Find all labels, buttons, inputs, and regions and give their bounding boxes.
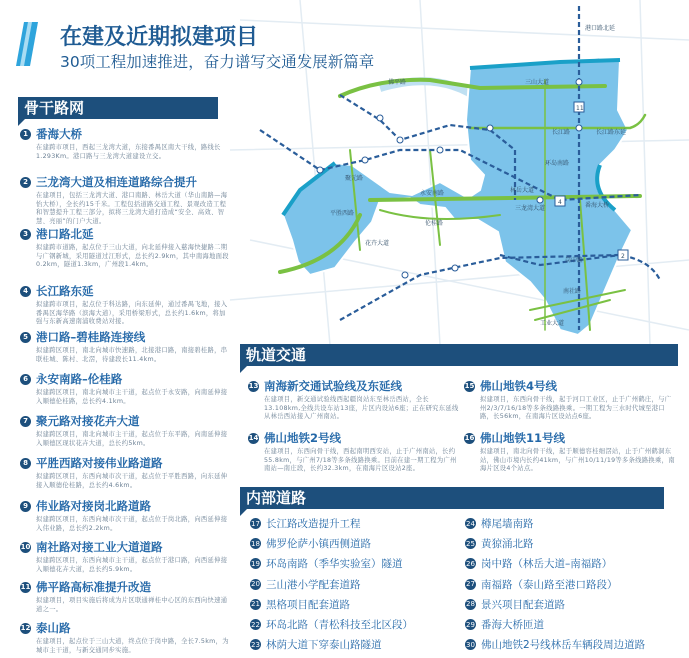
project-title bbox=[20, 174, 232, 190]
trunk-project-item bbox=[20, 498, 232, 533]
project-name: 永安南路–伦桂路 bbox=[36, 372, 123, 386]
rail-project-item bbox=[248, 430, 460, 474]
project-title bbox=[20, 413, 232, 429]
page-subtitle: 30项工程加速推进，奋力谱写交通发展新篇章 bbox=[60, 53, 375, 71]
internal-road-item bbox=[250, 637, 382, 652]
trunk-project-item bbox=[20, 413, 232, 448]
road-name: 南福路（泰山路至港口路段） bbox=[481, 578, 618, 591]
project-name: 佛平路高标准提升改造 bbox=[36, 580, 151, 594]
internal-road-item bbox=[250, 577, 361, 592]
road-name: 长江路改造提升工程 bbox=[266, 518, 361, 530]
number-badge: 2 bbox=[20, 177, 31, 188]
road-name: 佛山地铁2号线林岳车辆段周边道路 bbox=[481, 639, 646, 652]
project-name: 南社路对接工业大道道路 bbox=[36, 540, 163, 554]
rail-project-item bbox=[464, 430, 676, 474]
map-label: 佛平路 bbox=[388, 79, 407, 86]
internal-road-item bbox=[465, 577, 618, 592]
brand-slash-icon bbox=[16, 22, 38, 66]
internal-road-item bbox=[465, 516, 534, 531]
internal-road-item bbox=[465, 617, 544, 632]
project-name: 番海大桥 bbox=[36, 127, 82, 141]
project-title bbox=[464, 430, 676, 446]
map-label: 三龙湾大道 bbox=[515, 205, 546, 212]
trunk-project-item bbox=[20, 620, 232, 655]
project-name: 聚元路对接花卉大道 bbox=[36, 414, 140, 428]
map-label: 番海大桥 bbox=[585, 202, 610, 209]
project-title bbox=[20, 226, 232, 242]
number-badge: 12 bbox=[20, 624, 31, 632]
number-badge: 27 bbox=[466, 580, 475, 589]
trunk-project-item bbox=[20, 579, 232, 614]
project-title bbox=[20, 283, 232, 299]
number-badge: 15 bbox=[464, 382, 475, 390]
number-badge: 18 bbox=[251, 539, 260, 548]
internal-road-item bbox=[465, 536, 534, 551]
map-label: 三山大道 bbox=[525, 79, 550, 86]
road-name: 林荫大道下穿泰山路隧道 bbox=[266, 639, 382, 652]
number-badge: 28 bbox=[466, 600, 475, 609]
project-desc: 拟建跨区项目，东西向城市主干道，起点位于港口路，向西延伸接入顺德花卉大道，总长约5.9km。 bbox=[36, 557, 228, 573]
map-label: 岗中路 bbox=[565, 257, 584, 264]
trunk-project-item bbox=[20, 371, 232, 406]
number-badge: 21 bbox=[251, 600, 260, 609]
trunk-project-item bbox=[20, 329, 232, 364]
rail-project-item bbox=[464, 378, 676, 422]
internal-road-item bbox=[465, 597, 565, 612]
metro-label-2: 2 bbox=[621, 253, 625, 260]
road-name: 黄猄涌北路 bbox=[481, 538, 534, 551]
internal-road-item bbox=[250, 597, 350, 612]
map-label: 伦桂路 bbox=[425, 220, 444, 227]
internal-road-item bbox=[250, 617, 413, 632]
project-desc: 拟建跨市项目，起点位于科达路，向东延伸，通过番禺飞地，接入番禺区海华路（滨海大道），采用桥梁形式，总长约1.6km，将加强与东新高速南浦收费站对接。 bbox=[36, 301, 228, 325]
project-desc: 拟建跨区项目，南北向城市主干道，起点位于永安路，向南延伸接入顺德伦桂路，总长约4.1km。 bbox=[36, 389, 228, 405]
project-title bbox=[20, 620, 232, 636]
road-name: 环岛南路（季华实验室）隧道 bbox=[266, 558, 403, 571]
number-badge: 7 bbox=[20, 416, 31, 427]
number-badge: 1 bbox=[20, 129, 31, 140]
project-title bbox=[20, 539, 232, 555]
project-desc: 拟建跨市道路，起点位于三山大道，向北延伸接入慈海快捷路二期与广钢新城，采用隧道过江形式，总长约2.9km，其中南海地面段0.2km，隧道1.3km，广州段1.4km。 bbox=[36, 244, 229, 268]
road-name: 佛罗伦萨小镇西侧道路 bbox=[266, 538, 371, 551]
trunk-project-item bbox=[20, 174, 232, 226]
project-name: 三龙湾大道及相连道路综合提升 bbox=[36, 175, 197, 189]
page-title: 在建及近期拟建项目 bbox=[60, 25, 259, 50]
project-title bbox=[20, 126, 232, 142]
number-badge: 23 bbox=[251, 640, 260, 649]
project-desc: 拟建跨区项目，南北向城市主干道，起点位于东平路，向南延伸接入顺德区现状花卉大道，总长约5km。 bbox=[36, 431, 228, 447]
map-label: 南社路 bbox=[563, 288, 582, 295]
map-label: 林岳大道 bbox=[510, 187, 535, 194]
number-badge: 20 bbox=[251, 580, 260, 589]
rail-project-item bbox=[248, 378, 460, 422]
project-title bbox=[248, 430, 460, 446]
project-name: 伟业路对接岗北路道路 bbox=[36, 499, 151, 513]
project-title bbox=[20, 498, 232, 514]
map-label: 长江路东延 bbox=[596, 129, 627, 136]
number-badge: 19 bbox=[251, 559, 260, 568]
project-title bbox=[464, 378, 676, 394]
project-name: 南海新交通试验线及东延线 bbox=[264, 379, 402, 393]
number-badge: 17 bbox=[251, 519, 260, 528]
road-name: 樽尾墙南路 bbox=[481, 518, 534, 530]
map-label: 港口路北延 bbox=[585, 25, 616, 32]
map-label: 工业大道 bbox=[540, 320, 565, 327]
map-label: 长江路 bbox=[552, 129, 571, 136]
number-badge: 10 bbox=[20, 543, 31, 551]
trunk-project-item bbox=[20, 539, 232, 574]
rail-heading: 轨道交通 bbox=[240, 344, 678, 366]
number-badge: 25 bbox=[466, 539, 475, 548]
map-label: 永安南路 bbox=[420, 190, 445, 197]
project-name: 港口路–碧桂路连接线 bbox=[36, 330, 146, 344]
project-title bbox=[20, 371, 232, 387]
map-label: 花卉大道 bbox=[365, 240, 390, 247]
project-desc: 在建项目，东西向骨干线，西起南明西安站，止于广州南站，长约55.8km，与广州7/18等多条线路换乘。目前在建一期工程为广州南站—南庄段，长约32.3km，在南海片区设站2座。 bbox=[264, 448, 457, 472]
project-name: 平胜西路对接伟业路道路 bbox=[36, 456, 163, 470]
number-badge: 30 bbox=[466, 640, 475, 649]
number-badge: 8 bbox=[20, 458, 31, 469]
project-title bbox=[248, 378, 460, 394]
number-badge: 5 bbox=[20, 332, 31, 343]
trunk-heading: 骨干路网 bbox=[18, 97, 218, 119]
internal-road-item bbox=[250, 556, 403, 571]
internal-road-item bbox=[250, 516, 361, 531]
metro-label-4: 4 bbox=[558, 199, 562, 206]
number-badge: 26 bbox=[466, 559, 475, 568]
number-badge: 22 bbox=[251, 620, 260, 629]
project-desc: 拟建跨区项目，东西向城市次干道，起点位于平胜西路，向东延伸接入顺德伦桂路，总长约4.6km。 bbox=[36, 473, 228, 489]
trunk-project-item bbox=[20, 283, 232, 327]
number-badge: 3 bbox=[20, 229, 31, 240]
project-name: 佛山地铁11号线 bbox=[480, 431, 566, 445]
project-title bbox=[20, 329, 232, 345]
internal-road-item bbox=[465, 556, 612, 571]
project-desc: 在建跨市项目，西起三龙湾大道，东接番禺区南大干线，路线长1.293Km。港口路与三龙湾大道建设立交。 bbox=[36, 144, 221, 160]
project-name: 佛山地铁2号线 bbox=[264, 431, 342, 445]
project-desc: 拟建项目，东西向骨干线，起于河口工业区，止于广州鹤庄，与广州2/3/7/16/18等多条线路换乘。一期工程为三水时代城至港口路，长56km，在南海片区设站点6座。 bbox=[480, 396, 672, 420]
project-desc: 拟建项目，南北向骨干线，起于顺德容桂细滘站，止于广州鹤洞东站，佛山市境内长约41km，与广州10/11/19等多条线路换乘，南海片区设4个站点。 bbox=[480, 448, 675, 472]
trunk-project-item bbox=[20, 126, 232, 161]
road-name: 番海大桥匝道 bbox=[481, 619, 544, 631]
road-name: 黑格项目配套道路 bbox=[266, 598, 350, 611]
map-label: 平胜西路 bbox=[330, 210, 355, 217]
metro-label-11: 11 bbox=[576, 105, 584, 112]
number-badge: 16 bbox=[464, 434, 475, 442]
project-name: 佛山地铁4号线 bbox=[480, 379, 558, 393]
project-desc: 在建项目，包括三龙湾大道、港口南路、林岳大道（华山南路—海怡大桥），全长约15千米。工程包括道路交通工程、景观改造工程和智慧提升工程三部分，拟将三龙湾大道打造成“安全、高效、智慧、亮丽”的门户大道。 bbox=[36, 192, 228, 225]
project-desc: 拟建项目，项目实施后将成为片区联通禅桂中心区的东西向快速通道之一。 bbox=[36, 597, 228, 613]
project-title bbox=[20, 579, 232, 595]
number-badge: 11 bbox=[20, 583, 31, 591]
map-label: 环岛南路 bbox=[545, 160, 570, 167]
project-name: 港口路北延 bbox=[36, 227, 94, 241]
road-name: 景兴项目配套道路 bbox=[481, 598, 565, 611]
number-badge: 6 bbox=[20, 374, 31, 385]
project-name: 泰山路 bbox=[36, 621, 71, 635]
number-badge: 29 bbox=[466, 620, 475, 629]
trunk-project-item bbox=[20, 226, 232, 270]
trunk-project-item bbox=[20, 455, 232, 490]
internal-road-item bbox=[465, 637, 645, 652]
number-badge: 24 bbox=[466, 519, 475, 528]
project-title bbox=[20, 455, 232, 471]
project-desc: 拟建跨区项目，南北向城市快速路，北接港口路，南接碧桂路，串联桂城、陈村、北滘，待建段长11.4km。 bbox=[36, 347, 228, 363]
map-label: 聚元路 bbox=[345, 175, 364, 182]
project-desc: 在建项目，新交通试验线西起疆岗站东至林岳西站，全长13.108km,全线共设车站13座，片区内设站6座；正在研究东延线从林岳西站接入广州南站。 bbox=[264, 396, 459, 420]
internal-heading: 内部道路 bbox=[240, 487, 664, 509]
road-name: 三山港小学配套道路 bbox=[266, 578, 361, 591]
road-name: 环岛北路（青松科技至北区段） bbox=[266, 619, 413, 631]
road-name: 岗中路（林岳大道–南福路） bbox=[481, 558, 613, 571]
number-badge: 9 bbox=[20, 501, 31, 512]
project-desc: 在建项目，起点位于三山大道，终点位于岗中路，全长7.5km，为城市主干道，与新交通同步实施。 bbox=[36, 638, 229, 654]
number-badge: 14 bbox=[248, 434, 259, 442]
project-desc: 拟建跨区项目，东西向城市次干道，起点位于岗北路，向西延伸接入伟业路，总长约2.2km。 bbox=[36, 516, 228, 532]
internal-road-item bbox=[250, 536, 371, 551]
project-name: 长江路东延 bbox=[36, 284, 94, 298]
number-badge: 13 bbox=[248, 382, 259, 390]
number-badge: 4 bbox=[20, 286, 31, 297]
